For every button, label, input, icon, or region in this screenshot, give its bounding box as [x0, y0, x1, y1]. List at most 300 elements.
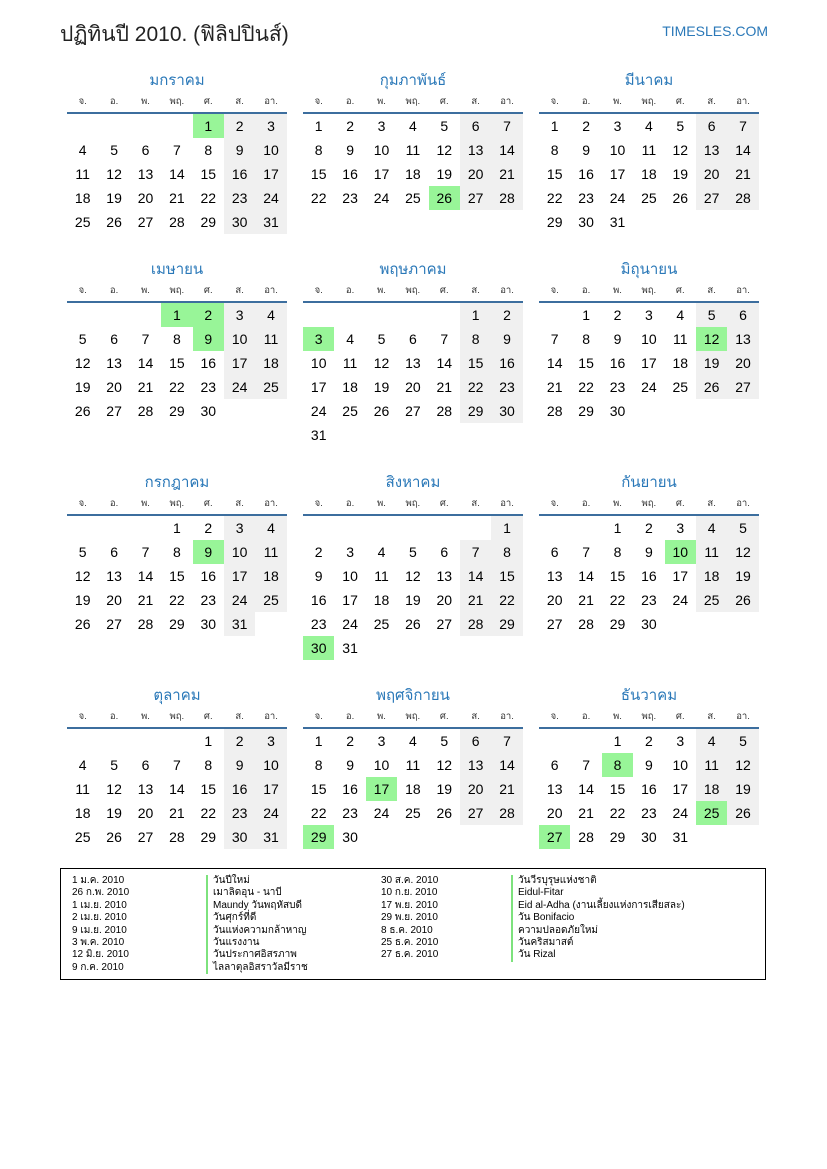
day-cell[interactable]: 21	[578, 805, 594, 821]
day-cell[interactable]: 3	[224, 516, 255, 540]
day-cell[interactable]: 15	[546, 166, 563, 182]
day-cell[interactable]: 6	[550, 544, 559, 560]
day-cell[interactable]: 12	[436, 142, 453, 158]
day-cell[interactable]: 16	[342, 781, 358, 797]
day-cell[interactable]: 12	[727, 753, 758, 777]
day-cell[interactable]: 27	[727, 375, 758, 399]
day-cell[interactable]: 14	[460, 564, 491, 588]
day-cell[interactable]: 16	[609, 355, 626, 371]
day-cell[interactable]: 20	[546, 592, 563, 608]
day-cell[interactable]: 22	[310, 190, 327, 206]
day-cell[interactable]: 11	[672, 331, 688, 347]
day-cell[interactable]: 5	[727, 729, 758, 753]
day-cell[interactable]: 12	[106, 166, 122, 182]
day-cell[interactable]: 22	[200, 805, 217, 821]
day-cell[interactable]: 15	[200, 166, 217, 182]
day-cell[interactable]: 14	[727, 138, 758, 162]
day-cell[interactable]: 19	[696, 351, 727, 375]
day-cell[interactable]: 16	[578, 166, 594, 182]
day-cell[interactable]: 24	[310, 403, 327, 419]
day-cell[interactable]: 12	[436, 757, 453, 773]
day-cell[interactable]: 12	[727, 540, 758, 564]
day-cell[interactable]: 5	[110, 142, 118, 158]
day-cell[interactable]: 12	[74, 355, 91, 371]
day-cell[interactable]: 21	[169, 190, 185, 206]
day-cell[interactable]: 28	[169, 214, 185, 230]
day-cell[interactable]: 23	[609, 379, 626, 395]
day-cell[interactable]: 26	[106, 214, 122, 230]
day-cell[interactable]: 8	[582, 331, 590, 347]
day-cell[interactable]: 17	[672, 781, 689, 797]
day-cell[interactable]: 13	[436, 568, 453, 584]
day-cell[interactable]: 22	[546, 190, 563, 206]
holiday-day-cell[interactable]: 10	[665, 540, 696, 564]
day-cell[interactable]: 3	[377, 118, 386, 134]
day-cell[interactable]: 8	[550, 142, 559, 158]
day-cell[interactable]: 17	[641, 355, 657, 371]
day-cell[interactable]: 27	[436, 616, 453, 632]
day-cell[interactable]: 30	[200, 403, 217, 419]
holiday-day-cell[interactable]: 25	[696, 801, 727, 825]
holiday-day-cell[interactable]: 30	[303, 636, 334, 660]
day-cell[interactable]: 30	[342, 829, 358, 845]
day-cell[interactable]: 7	[141, 544, 150, 560]
day-cell[interactable]: 13	[546, 568, 563, 584]
day-cell[interactable]: 15	[460, 351, 491, 375]
day-cell[interactable]: 14	[546, 355, 563, 371]
day-cell[interactable]: 25	[74, 829, 91, 845]
day-cell[interactable]: 2	[644, 733, 653, 749]
day-cell[interactable]: 13	[106, 355, 122, 371]
day-cell[interactable]: 5	[110, 757, 118, 773]
day-cell[interactable]: 2	[204, 520, 213, 536]
day-cell[interactable]: 12	[672, 142, 689, 158]
holiday-day-cell[interactable]: 12	[696, 327, 727, 351]
day-cell[interactable]: 31	[224, 612, 255, 636]
holiday-day-cell[interactable]: 1	[161, 303, 192, 327]
day-cell[interactable]: 13	[727, 327, 758, 351]
day-cell[interactable]: 22	[310, 805, 327, 821]
day-cell[interactable]: 2	[314, 544, 323, 560]
day-cell[interactable]: 6	[141, 142, 150, 158]
day-cell[interactable]: 24	[373, 190, 390, 206]
day-cell[interactable]: 16	[641, 781, 657, 797]
day-cell[interactable]: 11	[696, 753, 727, 777]
day-cell[interactable]: 22	[460, 375, 491, 399]
day-cell[interactable]: 20	[460, 777, 491, 801]
day-cell[interactable]: 30	[578, 214, 594, 230]
day-cell[interactable]: 9	[613, 331, 622, 347]
day-cell[interactable]: 7	[727, 114, 758, 138]
day-cell[interactable]: 11	[255, 540, 286, 564]
day-cell[interactable]: 15	[578, 355, 594, 371]
day-cell[interactable]: 17	[342, 592, 358, 608]
day-cell[interactable]: 25	[696, 588, 727, 612]
day-cell[interactable]: 11	[75, 781, 90, 797]
day-cell[interactable]: 15	[609, 781, 626, 797]
day-cell[interactable]: 15	[169, 355, 185, 371]
day-cell[interactable]: 17	[672, 568, 689, 584]
day-cell[interactable]: 14	[491, 138, 522, 162]
day-cell[interactable]: 8	[204, 142, 213, 158]
day-cell[interactable]: 25	[641, 190, 657, 206]
day-cell[interactable]: 7	[460, 540, 491, 564]
day-cell[interactable]: 4	[78, 757, 87, 773]
day-cell[interactable]: 26	[74, 616, 91, 632]
day-cell[interactable]: 23	[200, 379, 217, 395]
day-cell[interactable]: 18	[696, 777, 727, 801]
day-cell[interactable]: 8	[491, 540, 522, 564]
day-cell[interactable]: 14	[491, 753, 522, 777]
holiday-day-cell[interactable]: 27	[539, 825, 570, 849]
day-cell[interactable]: 21	[436, 379, 453, 395]
day-cell[interactable]: 21	[491, 162, 522, 186]
day-cell[interactable]: 15	[310, 166, 327, 182]
day-cell[interactable]: 9	[644, 757, 653, 773]
day-cell[interactable]: 15	[200, 781, 217, 797]
day-cell[interactable]: 24	[224, 588, 255, 612]
day-cell[interactable]: 27	[106, 616, 122, 632]
day-cell[interactable]: 13	[696, 138, 727, 162]
day-cell[interactable]: 3	[255, 114, 286, 138]
day-cell[interactable]: 18	[641, 166, 657, 182]
day-cell[interactable]: 21	[460, 588, 491, 612]
day-cell[interactable]: 7	[491, 114, 522, 138]
day-cell[interactable]: 3	[255, 729, 286, 753]
day-cell[interactable]: 3	[377, 733, 386, 749]
day-cell[interactable]: 16	[224, 777, 255, 801]
day-cell[interactable]: 4	[377, 544, 386, 560]
day-cell[interactable]: 8	[172, 544, 181, 560]
day-cell[interactable]: 18	[672, 355, 689, 371]
day-cell[interactable]: 16	[641, 568, 657, 584]
day-cell[interactable]: 21	[137, 379, 154, 395]
day-cell[interactable]: 13	[137, 781, 154, 797]
day-cell[interactable]: 12	[106, 781, 122, 797]
day-cell[interactable]: 2	[346, 118, 354, 134]
day-cell[interactable]: 9	[346, 142, 354, 158]
day-cell[interactable]: 19	[672, 166, 689, 182]
day-cell[interactable]: 3	[224, 303, 255, 327]
day-cell[interactable]: 14	[578, 568, 594, 584]
day-cell[interactable]: 14	[137, 355, 154, 371]
day-cell[interactable]: 18	[696, 564, 727, 588]
day-cell[interactable]: 24	[672, 805, 689, 821]
day-cell[interactable]: 10	[310, 355, 327, 371]
day-cell[interactable]: 25	[342, 403, 358, 419]
day-cell[interactable]: 25	[405, 805, 421, 821]
day-cell[interactable]: 1	[172, 520, 181, 536]
day-cell[interactable]: 27	[460, 801, 491, 825]
day-cell[interactable]: 20	[137, 805, 154, 821]
day-cell[interactable]: 23	[224, 186, 255, 210]
day-cell[interactable]: 31	[310, 427, 327, 443]
day-cell[interactable]: 19	[436, 781, 453, 797]
day-cell[interactable]: 16	[224, 162, 255, 186]
day-cell[interactable]: 14	[137, 568, 154, 584]
day-cell[interactable]: 8	[314, 142, 323, 158]
day-cell[interactable]: 23	[200, 592, 217, 608]
day-cell[interactable]: 28	[546, 403, 563, 419]
day-cell[interactable]: 7	[582, 544, 590, 560]
day-cell[interactable]: 24	[224, 375, 255, 399]
day-cell[interactable]: 24	[373, 805, 390, 821]
day-cell[interactable]: 15	[310, 781, 327, 797]
day-cell[interactable]: 13	[137, 166, 154, 182]
day-cell[interactable]: 5	[78, 544, 87, 560]
day-cell[interactable]: 29	[578, 403, 594, 419]
day-cell[interactable]: 7	[172, 757, 181, 773]
day-cell[interactable]: 9	[644, 544, 653, 560]
day-cell[interactable]: 28	[727, 186, 758, 210]
day-cell[interactable]: 17	[224, 351, 255, 375]
day-cell[interactable]: 18	[74, 190, 91, 206]
day-cell[interactable]: 30	[641, 616, 657, 632]
day-cell[interactable]: 20	[696, 162, 727, 186]
day-cell[interactable]: 10	[672, 757, 689, 773]
day-cell[interactable]: 31	[342, 640, 358, 656]
day-cell[interactable]: 3	[676, 520, 685, 536]
day-cell[interactable]: 24	[342, 616, 358, 632]
day-cell[interactable]: 23	[342, 805, 358, 821]
day-cell[interactable]: 22	[491, 588, 522, 612]
day-cell[interactable]: 6	[440, 544, 449, 560]
day-cell[interactable]: 9	[346, 757, 354, 773]
day-cell[interactable]: 1	[314, 118, 323, 134]
day-cell[interactable]: 29	[200, 214, 217, 230]
day-cell[interactable]: 5	[377, 331, 386, 347]
day-cell[interactable]: 1	[613, 733, 622, 749]
day-cell[interactable]: 6	[110, 544, 118, 560]
holiday-day-cell[interactable]: 3	[303, 327, 334, 351]
day-cell[interactable]: 29	[169, 403, 185, 419]
day-cell[interactable]: 29	[169, 616, 185, 632]
day-cell[interactable]: 26	[727, 588, 758, 612]
day-cell[interactable]: 4	[346, 331, 354, 347]
day-cell[interactable]: 18	[74, 805, 91, 821]
day-cell[interactable]: 2	[346, 733, 354, 749]
day-cell[interactable]: 11	[696, 540, 727, 564]
day-cell[interactable]: 11	[75, 166, 90, 182]
day-cell[interactable]: 3	[676, 733, 685, 749]
day-cell[interactable]: 24	[255, 186, 286, 210]
day-cell[interactable]: 24	[255, 801, 286, 825]
day-cell[interactable]: 8	[172, 331, 181, 347]
day-cell[interactable]: 26	[74, 403, 91, 419]
day-cell[interactable]: 14	[578, 781, 594, 797]
day-cell[interactable]: 27	[405, 403, 421, 419]
day-cell[interactable]: 18	[255, 564, 286, 588]
day-cell[interactable]: 1	[582, 307, 590, 323]
day-cell[interactable]: 28	[491, 801, 522, 825]
day-cell[interactable]: 6	[141, 757, 150, 773]
day-cell[interactable]: 7	[141, 331, 150, 347]
day-cell[interactable]: 25	[373, 616, 390, 632]
day-cell[interactable]: 23	[491, 375, 522, 399]
day-cell[interactable]: 13	[460, 138, 491, 162]
day-cell[interactable]: 13	[405, 355, 421, 371]
day-cell[interactable]: 7	[550, 331, 559, 347]
day-cell[interactable]: 15	[609, 568, 626, 584]
day-cell[interactable]: 2	[613, 307, 622, 323]
holiday-day-cell[interactable]: 17	[366, 777, 397, 801]
day-cell[interactable]: 20	[546, 805, 563, 821]
day-cell[interactable]: 11	[405, 757, 421, 773]
day-cell[interactable]: 20	[405, 379, 421, 395]
day-cell[interactable]: 26	[373, 403, 390, 419]
day-cell[interactable]: 11	[255, 327, 286, 351]
day-cell[interactable]: 11	[641, 142, 657, 158]
day-cell[interactable]: 7	[491, 729, 522, 753]
day-cell[interactable]: 22	[169, 379, 185, 395]
day-cell[interactable]: 14	[169, 166, 185, 182]
day-cell[interactable]: 1	[491, 516, 522, 540]
day-cell[interactable]: 30	[491, 399, 522, 423]
day-cell[interactable]: 29	[200, 829, 217, 845]
day-cell[interactable]: 22	[169, 592, 185, 608]
day-cell[interactable]: 6	[727, 303, 758, 327]
day-cell[interactable]: 19	[405, 592, 421, 608]
day-cell[interactable]: 5	[408, 544, 417, 560]
day-cell[interactable]: 5	[440, 118, 449, 134]
day-cell[interactable]: 22	[578, 379, 594, 395]
day-cell[interactable]: 21	[169, 805, 185, 821]
day-cell[interactable]: 10	[224, 540, 255, 564]
holiday-day-cell[interactable]: 9	[193, 327, 224, 351]
day-cell[interactable]: 5	[696, 303, 727, 327]
day-cell[interactable]: 17	[255, 777, 286, 801]
day-cell[interactable]: 13	[546, 781, 563, 797]
day-cell[interactable]: 10	[373, 142, 390, 158]
day-cell[interactable]: 6	[460, 114, 491, 138]
day-cell[interactable]: 20	[460, 162, 491, 186]
day-cell[interactable]: 15	[491, 564, 522, 588]
day-cell[interactable]: 11	[374, 568, 389, 584]
day-cell[interactable]: 4	[78, 142, 87, 158]
day-cell[interactable]: 31	[672, 829, 689, 845]
holiday-day-cell[interactable]: 8	[602, 753, 633, 777]
day-cell[interactable]: 21	[491, 777, 522, 801]
day-cell[interactable]: 23	[342, 190, 358, 206]
day-cell[interactable]: 4	[644, 118, 653, 134]
day-cell[interactable]: 17	[373, 166, 390, 182]
day-cell[interactable]: 17	[255, 162, 286, 186]
day-cell[interactable]: 4	[408, 118, 417, 134]
day-cell[interactable]: 12	[405, 568, 421, 584]
day-cell[interactable]: 1	[550, 118, 559, 134]
day-cell[interactable]: 6	[110, 331, 118, 347]
day-cell[interactable]: 4	[676, 307, 685, 323]
day-cell[interactable]: 7	[440, 331, 449, 347]
day-cell[interactable]: 10	[609, 142, 626, 158]
day-cell[interactable]: 10	[255, 138, 286, 162]
day-cell[interactable]: 10	[224, 327, 255, 351]
day-cell[interactable]: 2	[644, 520, 653, 536]
day-cell[interactable]: 4	[696, 729, 727, 753]
day-cell[interactable]: 16	[200, 355, 217, 371]
day-cell[interactable]: 21	[578, 592, 594, 608]
day-cell[interactable]: 23	[641, 805, 657, 821]
day-cell[interactable]: 26	[106, 829, 122, 845]
day-cell[interactable]: 10	[342, 568, 358, 584]
day-cell[interactable]: 20	[106, 592, 122, 608]
day-cell[interactable]: 27	[696, 186, 727, 210]
day-cell[interactable]: 3	[613, 118, 622, 134]
day-cell[interactable]: 4	[408, 733, 417, 749]
day-cell[interactable]: 18	[405, 781, 421, 797]
day-cell[interactable]: 28	[169, 829, 185, 845]
day-cell[interactable]: 9	[582, 142, 590, 158]
day-cell[interactable]: 5	[78, 331, 87, 347]
day-cell[interactable]: 5	[676, 118, 685, 134]
day-cell[interactable]: 19	[74, 592, 91, 608]
day-cell[interactable]: 25	[405, 190, 421, 206]
day-cell[interactable]: 11	[405, 142, 421, 158]
day-cell[interactable]: 17	[224, 564, 255, 588]
day-cell[interactable]: 19	[106, 190, 122, 206]
day-cell[interactable]: 28	[578, 616, 594, 632]
day-cell[interactable]: 9	[224, 138, 255, 162]
day-cell[interactable]: 17	[310, 379, 327, 395]
day-cell[interactable]: 30	[609, 403, 626, 419]
day-cell[interactable]: 29	[609, 616, 626, 632]
holiday-day-cell[interactable]: 9	[193, 540, 224, 564]
day-cell[interactable]: 29	[491, 612, 522, 636]
day-cell[interactable]: 21	[546, 379, 563, 395]
day-cell[interactable]: 8	[613, 544, 622, 560]
day-cell[interactable]: 19	[373, 379, 390, 395]
day-cell[interactable]: 2	[224, 729, 255, 753]
day-cell[interactable]: 10	[255, 753, 286, 777]
day-cell[interactable]: 24	[609, 190, 626, 206]
day-cell[interactable]: 9	[314, 568, 323, 584]
day-cell[interactable]: 27	[460, 186, 491, 210]
site-link[interactable]: TIMESLES.COM	[662, 23, 768, 39]
day-cell[interactable]: 27	[137, 214, 154, 230]
day-cell[interactable]: 7	[172, 142, 181, 158]
day-cell[interactable]: 28	[137, 403, 154, 419]
day-cell[interactable]: 31	[609, 214, 626, 230]
day-cell[interactable]: 26	[672, 190, 689, 206]
day-cell[interactable]: 5	[727, 516, 758, 540]
day-cell[interactable]: 8	[314, 757, 323, 773]
day-cell[interactable]: 1	[314, 733, 323, 749]
day-cell[interactable]: 16	[342, 166, 358, 182]
day-cell[interactable]: 12	[373, 355, 390, 371]
day-cell[interactable]: 1	[613, 520, 622, 536]
day-cell[interactable]: 23	[641, 592, 657, 608]
day-cell[interactable]: 31	[255, 210, 286, 234]
day-cell[interactable]: 6	[460, 729, 491, 753]
day-cell[interactable]: 30	[224, 825, 255, 849]
day-cell[interactable]: 28	[578, 829, 594, 845]
day-cell[interactable]: 12	[74, 568, 91, 584]
day-cell[interactable]: 29	[609, 829, 626, 845]
day-cell[interactable]: 4	[255, 303, 286, 327]
day-cell[interactable]: 26	[405, 616, 421, 632]
day-cell[interactable]: 9	[491, 327, 522, 351]
day-cell[interactable]: 4	[255, 516, 286, 540]
day-cell[interactable]: 26	[696, 375, 727, 399]
day-cell[interactable]: 1	[204, 733, 213, 749]
day-cell[interactable]: 16	[491, 351, 522, 375]
day-cell[interactable]: 30	[224, 210, 255, 234]
day-cell[interactable]: 27	[546, 616, 563, 632]
day-cell[interactable]: 16	[310, 592, 327, 608]
day-cell[interactable]: 9	[224, 753, 255, 777]
day-cell[interactable]: 13	[106, 568, 122, 584]
day-cell[interactable]: 14	[169, 781, 185, 797]
